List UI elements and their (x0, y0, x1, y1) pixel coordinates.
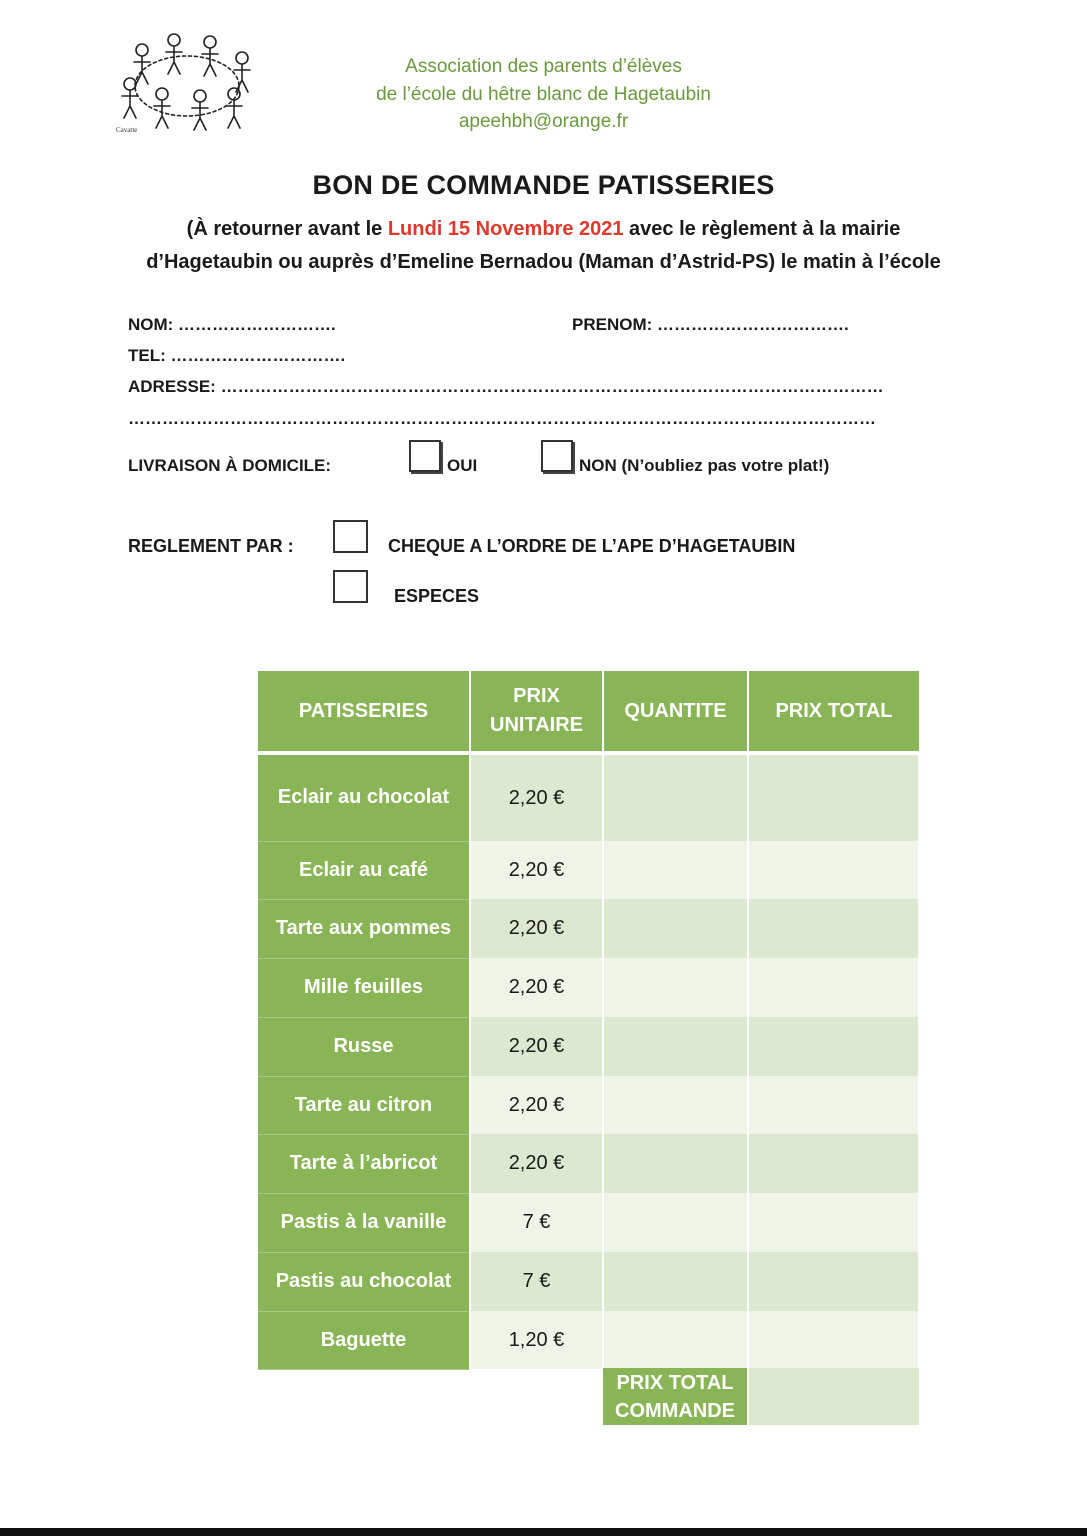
prenom-dots: ……………………………. (657, 315, 849, 334)
order-table (258, 671, 920, 1370)
row-total-cell[interactable] (748, 1134, 919, 1193)
adresse-field[interactable] (128, 377, 884, 397)
school-name: de l’école du hêtre blanc de Hagetaubin (376, 83, 711, 105)
cheque-checkbox[interactable] (333, 520, 368, 553)
total-label-line2: COMMANDE (615, 1399, 735, 1422)
pastry-name: Pastis au chocolat (258, 1252, 470, 1311)
page-title: BON DE COMMANDE PATISSERIES (312, 170, 775, 200)
pastry-name: Baguette (258, 1311, 470, 1369)
adresse-label: ADRESSE: (128, 377, 221, 396)
adresse-dots-2: …………………………………………………………………………………………………………………… (128, 409, 876, 428)
adresse-dots: ……………………………………………………………………………………………………… (220, 377, 884, 396)
association-header (0, 53, 1087, 136)
pastry-name: Mille feuilles (258, 958, 470, 1017)
unit-price: 2,20 € (470, 958, 603, 1017)
unit-price: 2,20 € (470, 841, 603, 899)
table-row (258, 1076, 919, 1134)
pastry-name: Russe (258, 1017, 470, 1076)
cheque-label: CHEQUE A L’ORDRE DE L’APE D’HAGETAUBIN (388, 536, 796, 556)
total-label-line1: PRIX TOTAL (616, 1371, 734, 1394)
nom-field[interactable] (128, 315, 336, 335)
bottom-edge-bar (0, 1528, 1087, 1536)
instructions-text-2: avec le règlement à la mairie (623, 218, 901, 240)
table-row (258, 1252, 919, 1311)
livraison-non-checkbox[interactable] (541, 440, 573, 472)
quantity-cell[interactable] (603, 841, 748, 899)
nom-label: NOM: (128, 315, 179, 334)
table-row (258, 958, 919, 1017)
livraison-oui-label: OUI (447, 456, 478, 475)
svg-text:Cavatte: Cavatte (116, 126, 138, 134)
adresse-line-2[interactable] (128, 409, 884, 429)
livraison-non-label: NON (N’oubliez pas votre plat!) (579, 456, 830, 475)
row-total-cell[interactable] (748, 1252, 919, 1311)
unit-price: 7 € (470, 1193, 603, 1252)
reglement-label: REGLEMENT PAR : (128, 536, 294, 556)
quantity-cell[interactable] (603, 1193, 748, 1252)
table-row (258, 755, 919, 841)
association-email: apeehbh@orange.fr (458, 111, 629, 132)
quantity-cell[interactable] (603, 1017, 748, 1076)
pastry-name: Tarte aux pommes (258, 899, 470, 958)
header-prix-line1: PRIX (513, 685, 560, 707)
quantity-cell[interactable] (603, 899, 748, 958)
row-total-cell[interactable] (748, 841, 919, 899)
quantity-cell[interactable] (603, 1252, 748, 1311)
instructions-text-1: (À retourner avant le (186, 218, 388, 240)
especes-label: ESPECES (394, 586, 480, 606)
deadline-date: Lundi 15 Novembre 2021 (387, 218, 624, 240)
quantity-cell[interactable] (603, 755, 748, 841)
pastry-name: Tarte à l’abricot (258, 1134, 470, 1193)
row-total-cell[interactable] (748, 958, 919, 1017)
header-quantite: QUANTITE (603, 671, 748, 751)
table-row (258, 899, 919, 958)
total-commande-value-cell[interactable] (749, 1368, 919, 1425)
especes-checkbox[interactable] (333, 570, 368, 603)
pastry-name: Eclair au chocolat (258, 755, 470, 841)
header-prix-total: PRIX TOTAL (748, 671, 919, 751)
total-commande (603, 1368, 747, 1425)
order-table-grid (258, 671, 920, 1370)
table-row (258, 1017, 919, 1076)
header-patisseries: PATISSERIES (258, 671, 470, 751)
table-row (258, 1134, 919, 1193)
table-row (258, 1311, 919, 1369)
header-prix-line2: UNITAIRE (490, 714, 583, 736)
pastry-name: Pastis à la vanille (258, 1193, 470, 1252)
quantity-cell[interactable] (603, 1311, 748, 1369)
unit-price: 2,20 € (470, 1017, 603, 1076)
unit-price: 2,20 € (470, 1134, 603, 1193)
livraison-label: LIVRAISON À DOMICILE: (128, 456, 332, 475)
table-row (258, 1193, 919, 1252)
header-prix-unitaire (470, 671, 603, 751)
nom-dots: ………………………. (178, 315, 336, 334)
total-commande-label (603, 1368, 747, 1425)
row-total-cell[interactable] (748, 899, 919, 958)
association-name: Association des parents d’élèves (405, 56, 682, 77)
quantity-cell[interactable] (603, 1076, 748, 1134)
tel-dots: …………………………. (170, 346, 346, 365)
quantity-cell[interactable] (603, 958, 748, 1017)
unit-price: 2,20 € (470, 899, 603, 958)
tel-field[interactable] (128, 346, 345, 366)
prenom-label: PRENOM: (572, 315, 657, 334)
pastry-name: Tarte au citron (258, 1076, 470, 1134)
instructions-line-1 (0, 213, 1087, 246)
unit-price: 2,20 € (470, 1076, 603, 1134)
table-header-row (258, 671, 919, 751)
unit-price: 1,20 € (470, 1311, 603, 1369)
pastry-name: Eclair au café (258, 841, 470, 899)
unit-price: 7 € (470, 1252, 603, 1311)
row-total-cell[interactable] (748, 1076, 919, 1134)
instructions-line-2: d’Hagetaubin ou auprès d’Emeline Bernadou (Maman d’Astrid-PS) le matin à l’école (146, 251, 941, 273)
row-total-cell[interactable] (748, 1017, 919, 1076)
table-row (258, 841, 919, 899)
instructions (0, 213, 1087, 279)
row-total-cell[interactable] (748, 1193, 919, 1252)
row-total-cell[interactable] (748, 755, 919, 841)
livraison-oui-checkbox[interactable] (409, 440, 441, 472)
prenom-field[interactable] (572, 315, 849, 335)
tel-label: TEL: (128, 346, 171, 365)
quantity-cell[interactable] (603, 1134, 748, 1193)
row-total-cell[interactable] (748, 1311, 919, 1369)
unit-price: 2,20 € (470, 755, 603, 841)
order-rows (258, 755, 919, 1369)
